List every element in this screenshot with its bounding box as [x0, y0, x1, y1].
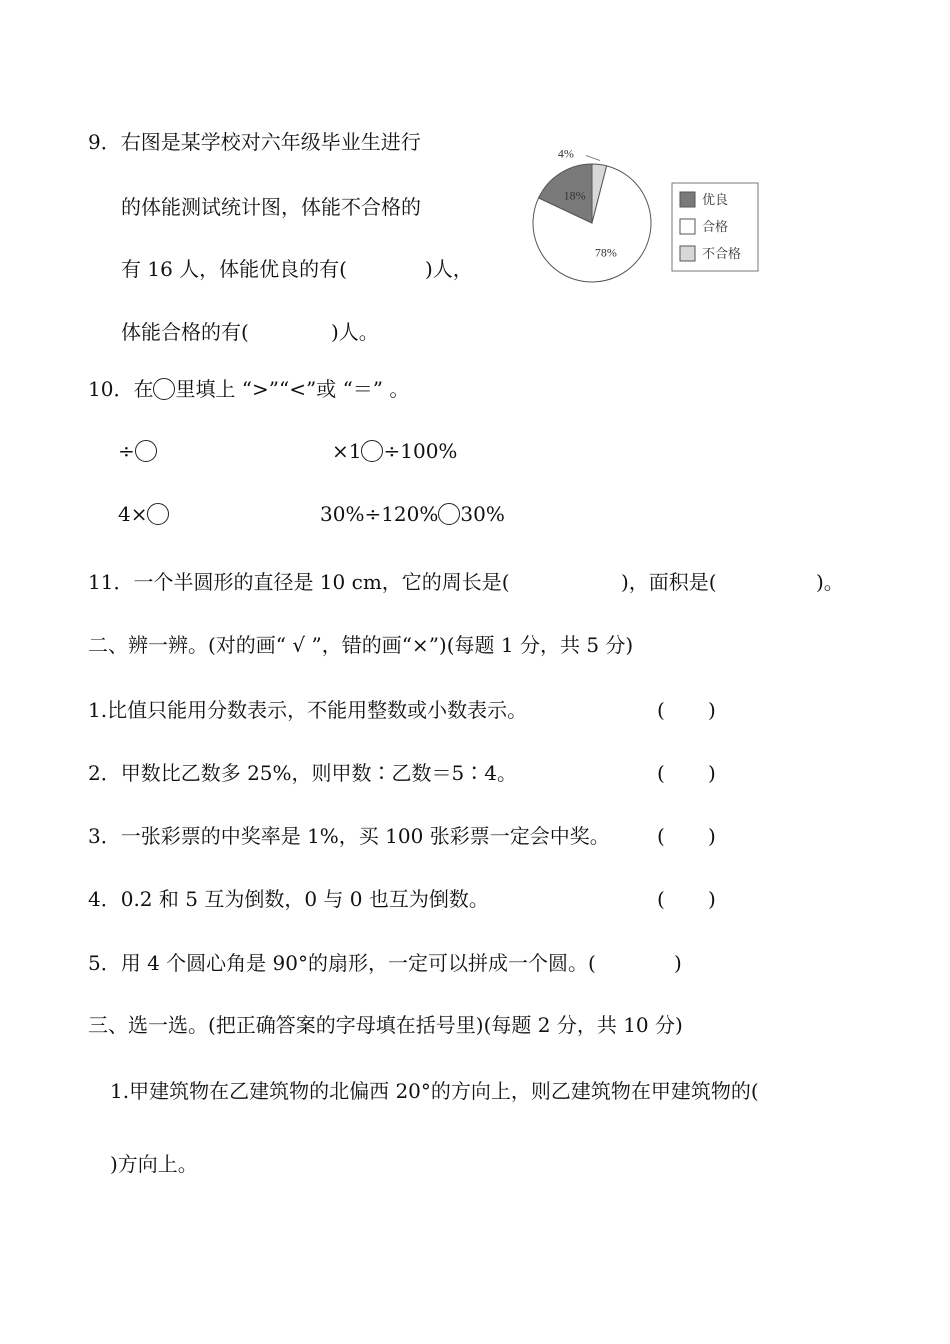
answer-circle[interactable] — [135, 440, 157, 462]
q10-row2-right-a: 30%÷120% — [320, 502, 439, 526]
q10-row1-left — [118, 438, 157, 464]
q10-title-a: 10．在 — [88, 377, 154, 401]
answer-circle[interactable] — [153, 378, 175, 400]
legend-label-优良: 优良 — [702, 193, 729, 208]
q9-line-2: 的体能测试统计图，体能不合格的 — [121, 195, 421, 219]
q9-line-3b: )人， — [425, 257, 473, 281]
answer-paren-close: ) — [674, 951, 682, 975]
judge-item-1: 1.比值只能用分数表示，不能用整数或小数表示。 — [88, 698, 528, 722]
judge-item-4: 4．0.2 和 5 互为倒数，0 与 0 也互为倒数。 — [88, 887, 489, 911]
answer-circle[interactable] — [147, 503, 169, 525]
answer-paren-open[interactable]: ( — [657, 887, 665, 911]
q10-row1-left-text: ÷ — [118, 439, 135, 463]
answer-paren-open[interactable]: ( — [657, 698, 665, 722]
chart-legend — [672, 183, 758, 271]
pie-label-合格: 78% — [594, 245, 617, 260]
answer-paren-close: ) — [708, 824, 716, 848]
pie-label-不合格: 4% — [557, 146, 574, 161]
pie-chart-figure — [525, 140, 775, 300]
choice-q1-line-2: )方向上。 — [110, 1152, 198, 1176]
q10-row2-left — [118, 501, 169, 527]
answer-circle[interactable] — [361, 440, 383, 462]
legend-swatch-合格 — [680, 219, 695, 234]
q10-row2-right-b: 30% — [460, 502, 505, 526]
q11-b: )，面积是( — [621, 570, 717, 594]
q9-line-4a: 体能合格的有( — [121, 320, 249, 344]
answer-paren-close: ) — [708, 887, 716, 911]
answer-paren-open[interactable]: ( — [657, 824, 665, 848]
answer-paren-close: ) — [708, 761, 716, 785]
q10-row1-right — [332, 438, 457, 464]
judge-item-2: 2．甲数比乙数多 25%，则甲数∶乙数＝5∶4。 — [88, 761, 517, 785]
legend-swatch-优良 — [680, 192, 695, 207]
pie-chart — [525, 140, 775, 300]
judge-item-3: 3．一张彩票的中奖率是 1%，买 100 张彩票一定会中奖。 — [88, 824, 610, 848]
q11-a: 11．一个半圆形的直径是 10 cm，它的周长是( — [88, 570, 510, 594]
answer-circle[interactable] — [438, 503, 460, 525]
q10-title — [88, 376, 409, 402]
legend-label-不合格: 不合格 — [702, 247, 742, 262]
judge-item-5: 5．用 4 个圆心角是 90°的扇形，一定可以拼成一个圆。( — [88, 951, 596, 975]
choice-q1-line-1: 1.甲建筑物在乙建筑物的北偏西 20°的方向上，则乙建筑物在甲建筑物的( — [110, 1079, 759, 1103]
q9-line-1: 9．右图是某学校对六年级毕业生进行 — [88, 130, 421, 154]
q9-line-3a: 有 16 人，体能优良的有( — [121, 257, 347, 281]
q11-c: )。 — [816, 570, 844, 594]
q10-row1-right-a: ×1 — [332, 439, 362, 463]
answer-paren-open[interactable]: ( — [657, 761, 665, 785]
q10-row1-right-b: ÷100% — [383, 439, 458, 463]
answer-paren-close: ) — [708, 698, 716, 722]
q10-row2-right — [320, 501, 505, 527]
pie-label-优良: 18% — [563, 188, 586, 203]
q9-line-4b: )人。 — [331, 320, 379, 344]
legend-label-合格: 合格 — [702, 220, 729, 235]
section3-heading: 三、选一选。(把正确答案的字母填在括号里)(每题 2 分，共 10 分) — [88, 1013, 683, 1037]
pie-leader-line — [586, 155, 600, 160]
legend-swatch-不合格 — [680, 246, 695, 261]
q10-row2-left-text: 4× — [118, 502, 148, 526]
section2-heading: 二、辨一辨。(对的画“ √ ”，错的画“×”)(每题 1 分，共 5 分) — [88, 633, 634, 657]
q10-title-b: 里填上 “>”“<”或 “＝” 。 — [175, 377, 410, 401]
